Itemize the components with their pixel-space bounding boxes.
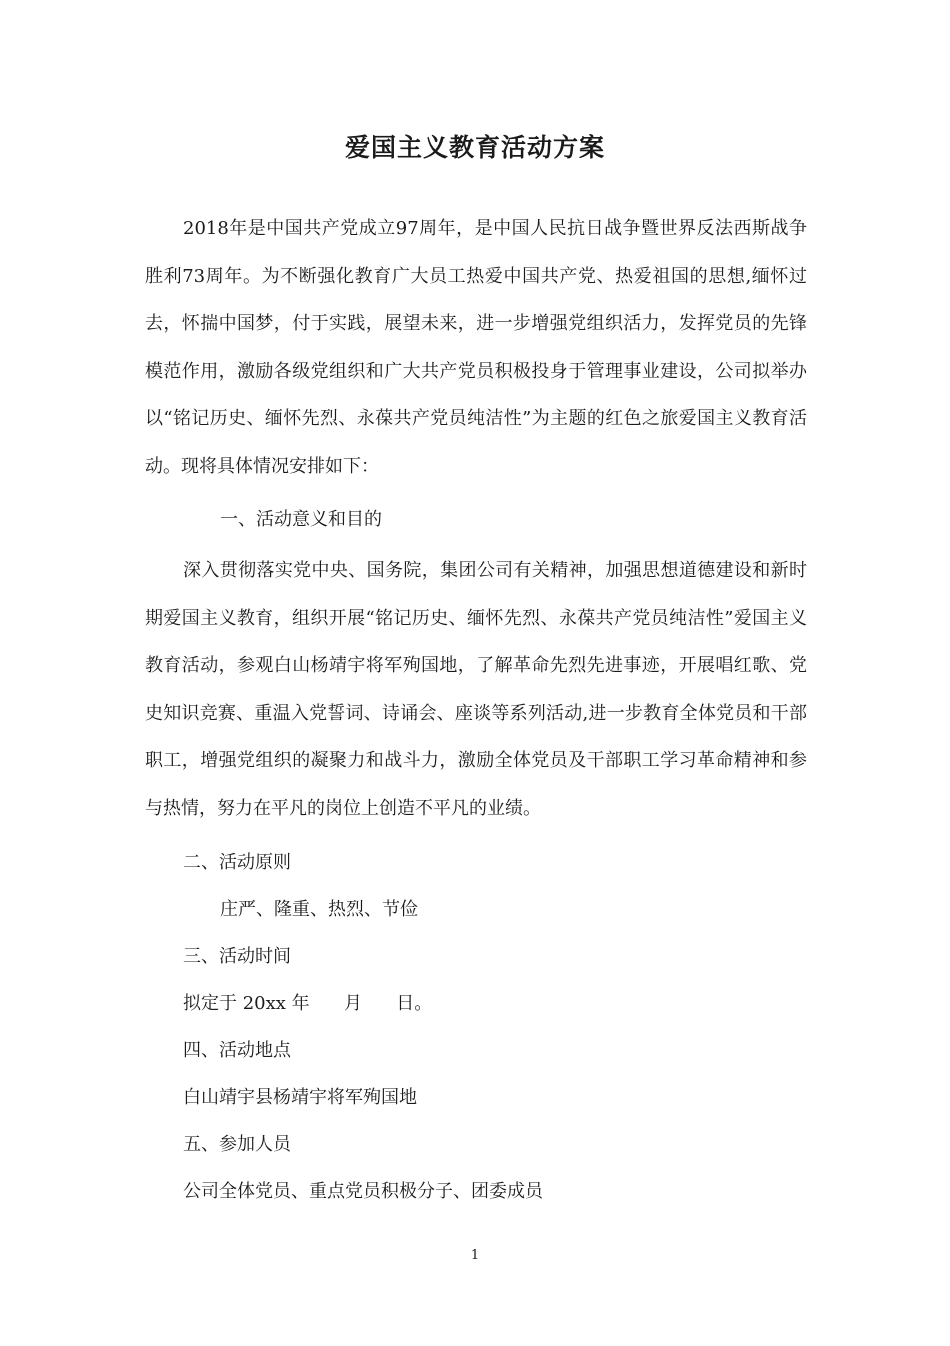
section-body-principles: 庄严、隆重、热烈、节俭 (220, 899, 418, 920)
document-title: 爱国主义教育活动方案 (344, 133, 605, 162)
section-heading-time: 三、活动时间 (183, 946, 291, 967)
section-body-purpose: 深入贯彻落实党中央、国务院，集团公司有关精神，加强思想道德建设和新时期爱国主义教育，组织开展“铭记历史、缅怀先烈、永葆共产党员纯洁性”爱国主义教育活动，参观白山杨靖宇将军殉国地，了解革命先烈先进事迹，开展唱红歌、党史知识竞赛、重温入党誓词、诗诵会、座谈等系列活动,进一步教育全体党员和干部职工，增强党组织的凝聚力和战斗力，激励全体党员及干部职工学习革命精神和参与热情，努力在平凡的岗位上创造不平凡的业绩。 (145, 560, 807, 819)
page-number: 1 (470, 1248, 480, 1263)
intro-paragraph: 2018年是中国共产党成立97周年，是中国人民抗日战争暨世界反法西斯战争胜利73周年。为不断强化教育广大员工热爱中国共产党、热爱祖国的思想,缅怀过去，怀揣中国梦，付于实践，展望未来，进一步增强党组织活力，发挥党员的先锋模范作用，激励各级党组织和广大共产党员积极投身于管理事业建设，公司拟举办以“铭记历史、缅怀先烈、永葆共产党员纯洁性”为主题的红色之旅爱国主义教育活动。现将具体情况安排如下： (145, 218, 807, 477)
section-heading-purpose: 一、活动意义和目的 (220, 509, 382, 530)
section-body-location: 白山靖宇县杨靖宇将军殉国地 (183, 1087, 417, 1108)
section-body-participants: 公司全体党员、重点党员积极分子、团委成员 (183, 1181, 543, 1202)
section-heading-location: 四、活动地点 (183, 1040, 291, 1061)
section-body-time: 拟定于 20xx 年 月 日。 (183, 993, 433, 1014)
section-heading-participants: 五、参加人员 (183, 1134, 291, 1155)
section-heading-principles: 二、活动原则 (183, 852, 291, 873)
